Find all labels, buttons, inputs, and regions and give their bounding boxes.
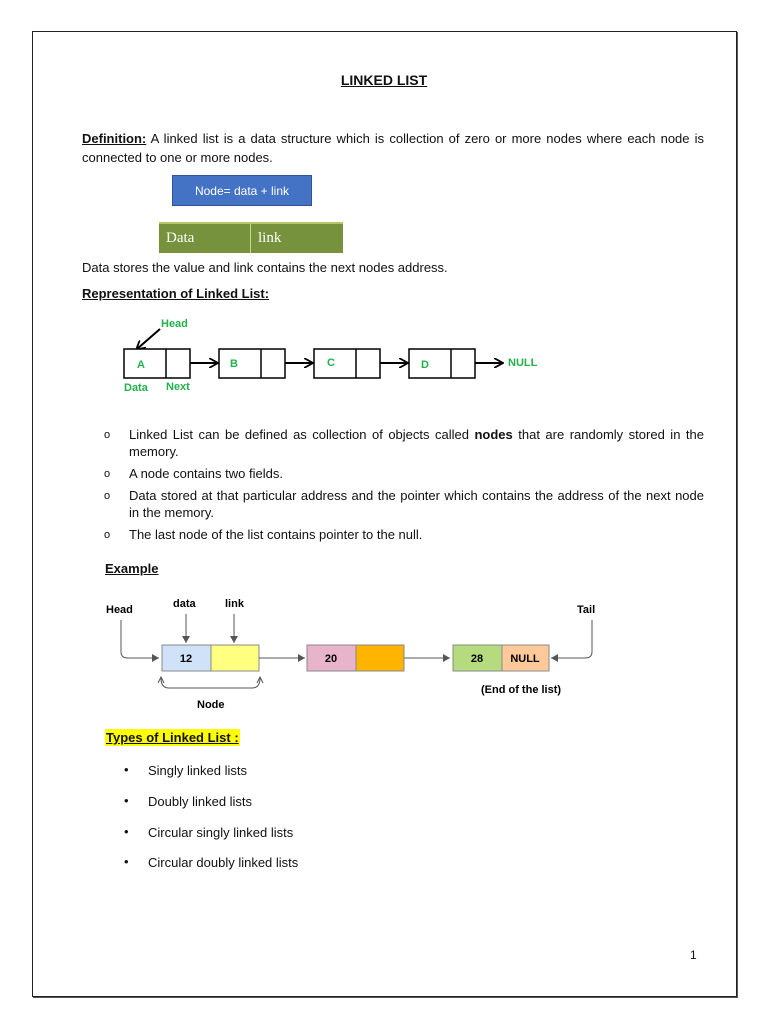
node-brace <box>161 678 260 688</box>
bullet-icon: • <box>124 793 129 808</box>
rep-node-a <box>124 349 190 378</box>
data-cell: Data <box>159 224 251 253</box>
ex-node-label: Node <box>197 699 225 711</box>
definition-paragraph <box>82 130 704 167</box>
rep-node-d-label: D <box>421 359 429 371</box>
example-diagram <box>100 592 610 714</box>
representation-heading: Representation of Linked List: <box>82 286 270 301</box>
rep-node-c-label: C <box>327 357 335 369</box>
ex-node-2 <box>307 645 404 671</box>
ex-node-2-value: 20 <box>324 653 338 665</box>
rep-head-arrow <box>137 329 160 349</box>
node-formula-box: Node= data + link <box>172 175 312 206</box>
ex-head-arrow <box>121 620 159 658</box>
ex-data-label: data <box>173 598 196 610</box>
rep-data-label: Data <box>124 382 148 394</box>
ex-head-label: Head <box>106 604 133 616</box>
rep-node-b <box>219 349 285 378</box>
circle-bullet-icon: o <box>104 468 111 480</box>
data-link-bar <box>159 222 343 253</box>
ex-node-3 <box>453 645 549 671</box>
definition-label: Definition: <box>82 131 147 146</box>
rep-node-d <box>409 349 475 378</box>
rep-head-label: Head <box>161 318 188 330</box>
bullet-icon: • <box>124 824 129 839</box>
link-cell: link <box>258 230 282 246</box>
ex-node-3-value: 28 <box>470 653 484 665</box>
data-description: Data stores the value and link contains the next nodes address. <box>82 260 448 275</box>
rep-null-label: NULL <box>508 357 538 369</box>
types-heading: Types of Linked List : <box>106 730 239 745</box>
bullet-icon: • <box>124 854 129 869</box>
rep-next-label: Next <box>166 381 190 393</box>
definition-text: A linked list is a data structure which is collection of zero or more nodes where each node is connected to one or more nodes. <box>82 131 704 165</box>
bullet-icon: • <box>124 762 129 777</box>
representation-diagram <box>110 312 550 397</box>
ex-link-label: link <box>225 598 244 610</box>
bold-term: nodes <box>474 427 513 442</box>
page-number: 1 <box>690 948 697 962</box>
ex-tail-arrow <box>551 620 592 658</box>
ex-node-1 <box>162 645 259 671</box>
ex-null-value: NULL <box>510 653 540 665</box>
page-title: LINKED LIST <box>340 72 428 88</box>
example-heading: Example <box>105 561 159 576</box>
circle-bullet-icon: o <box>104 529 111 541</box>
ex-end-label: (End of the list) <box>481 684 562 696</box>
rep-node-c <box>314 349 380 378</box>
circle-bullet-icon: o <box>104 429 111 441</box>
ex-node-1-value: 12 <box>179 653 193 665</box>
rep-node-b-label: B <box>230 358 238 370</box>
ex-tail-label: Tail <box>577 604 596 616</box>
rep-node-a-label: A <box>137 359 145 371</box>
circle-bullet-icon: o <box>104 490 111 502</box>
